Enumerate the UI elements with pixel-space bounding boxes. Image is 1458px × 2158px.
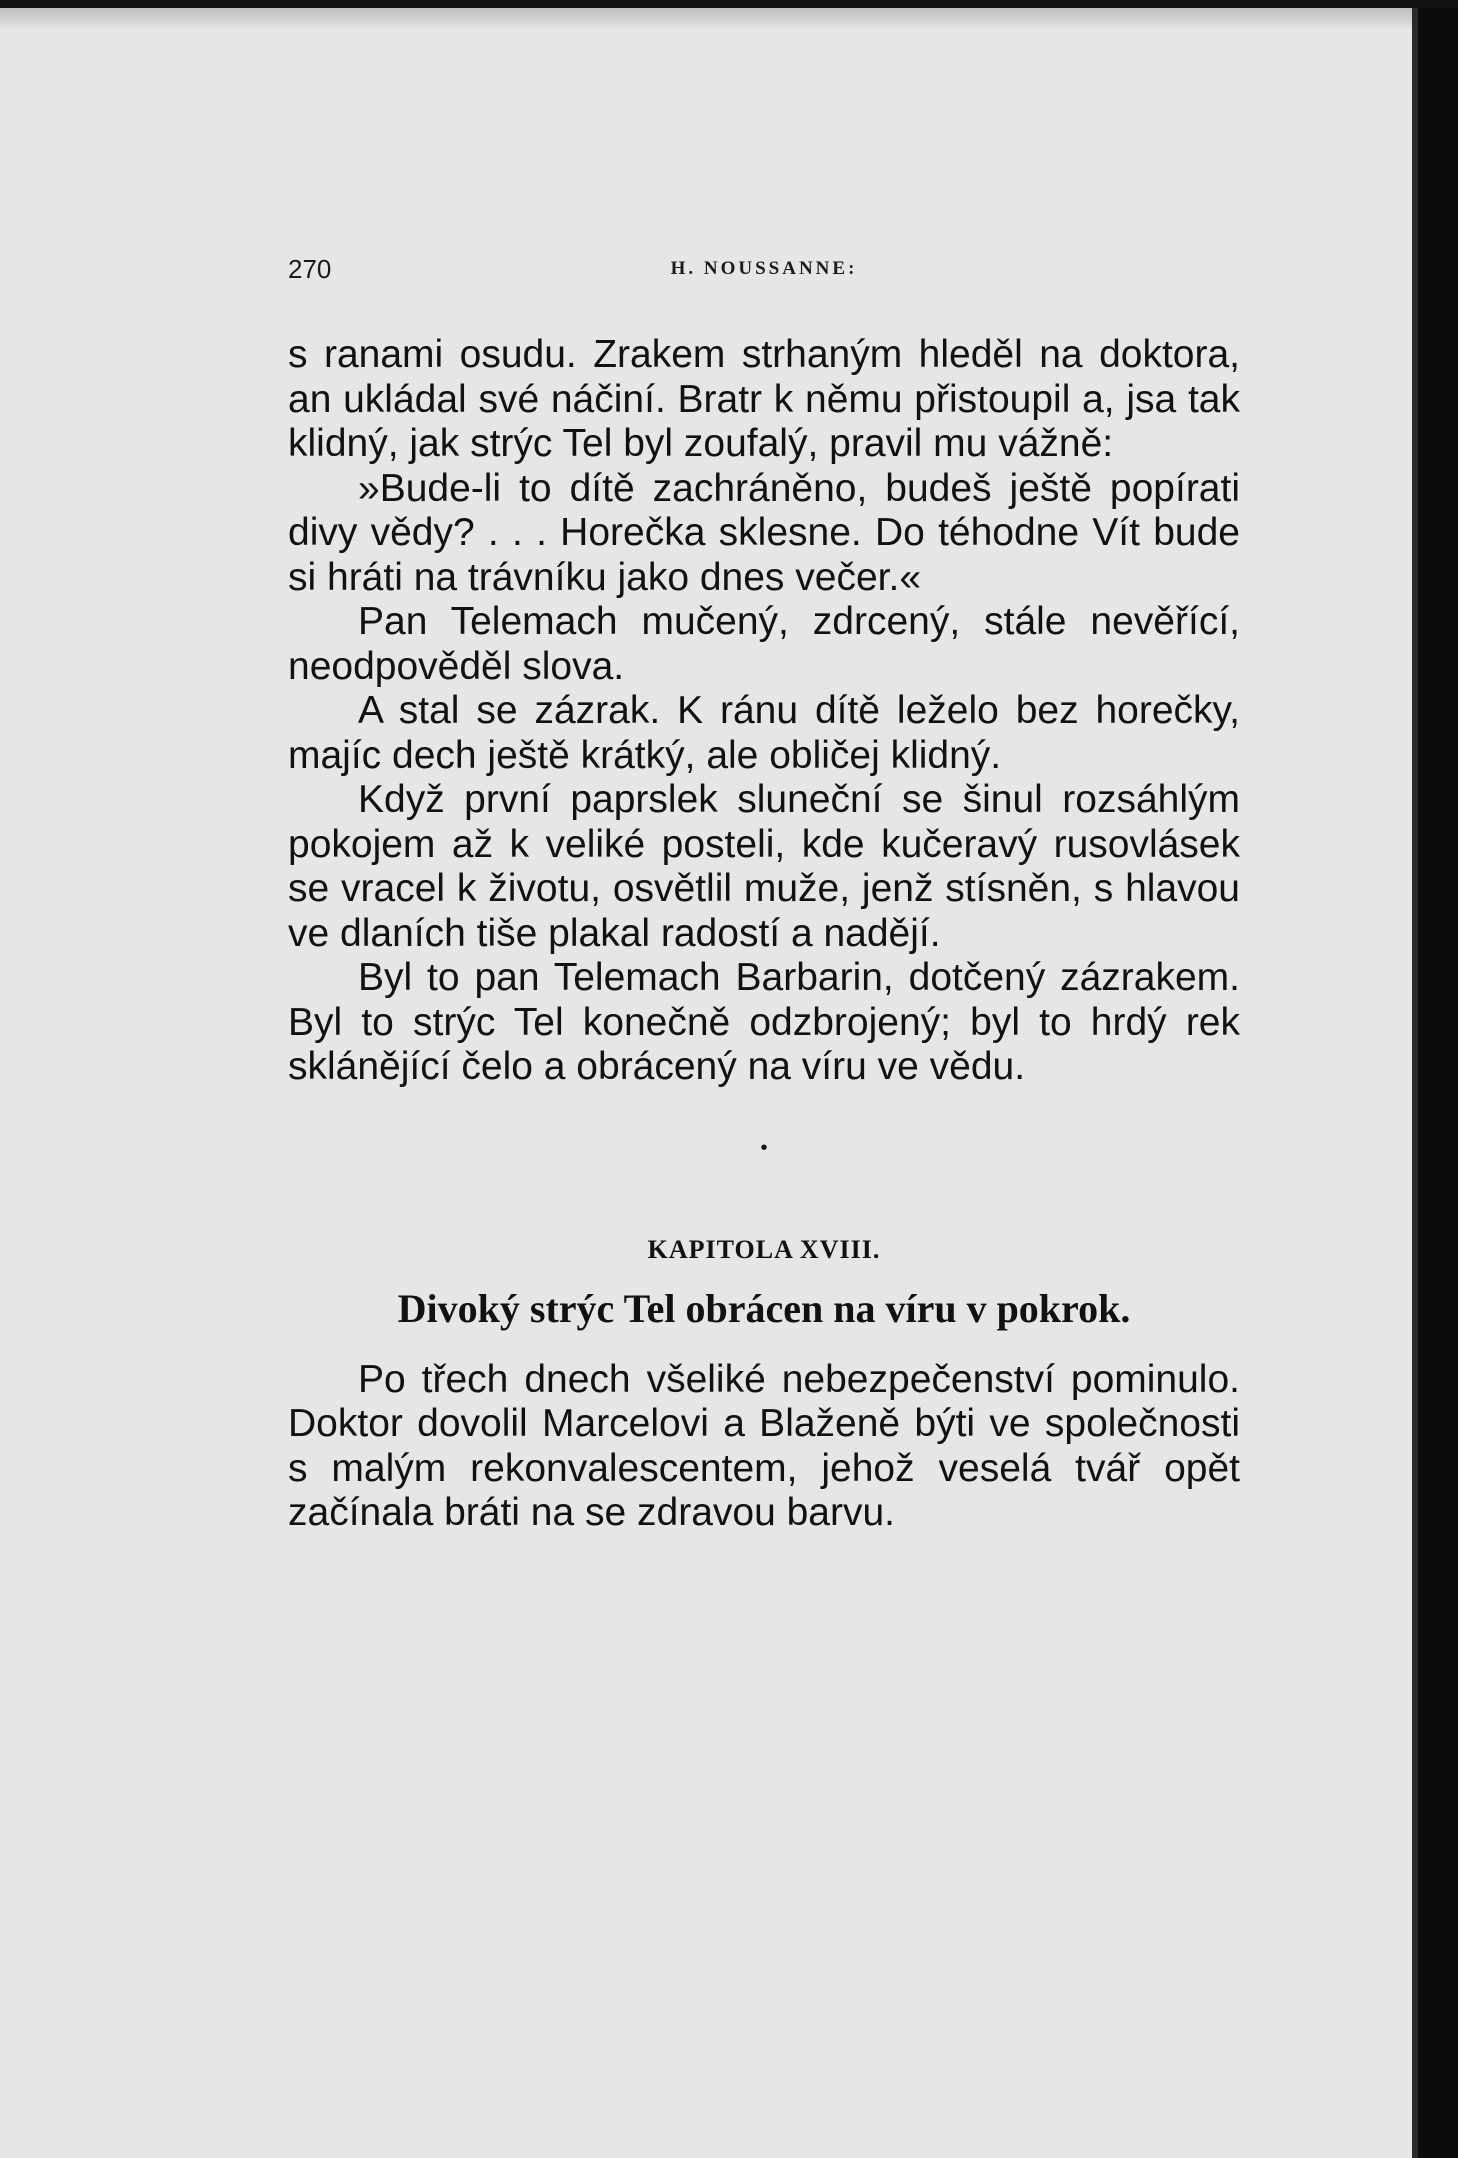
chapter-title: Divoký strýc Tel obrácen na víru v pokrok.	[397, 1285, 1131, 1331]
paragraph: Když první paprslek sluneční se šinul rozsáhlým pokojem až k veliké posteli, kde kučeravý rusovlásek se vracel k životu, osvětlil muže, jenž stísněn, s hlavou ve dlaních tiše plakal radostí a nadějí.	[288, 778, 1240, 955]
page-header	[288, 254, 1240, 284]
book-page	[0, 8, 1418, 2158]
chapter-label: KAPITOLA XVIII.	[647, 1234, 881, 1264]
paragraph: Pan Telemach mučený, zdrcený, stále nevěřící, neodpověděl slova.	[288, 600, 1240, 688]
section-separator: •	[760, 1136, 768, 1159]
paragraph: Po třech dnech všeliké nebezpečenství pominulo. Doktor dovolil Marcelovi a Blaženě býti ve společnosti s malým rekonvalescentem, jehož veselá tvář opět začínala bráti na se zdravou barvu.	[288, 1357, 1240, 1534]
book-spine-edge	[1418, 8, 1458, 2158]
running-head: H. NOUSSANNE:	[670, 258, 858, 279]
page-number: 270	[288, 254, 332, 284]
paragraph: A stal se zázrak. K ránu dítě leželo bez horečky, majíc dech ještě krátký, ale obličej klidný.	[288, 689, 1240, 777]
body-text	[288, 333, 1240, 1536]
paragraph: s ranami osudu. Zrakem strhaným hleděl na doktora, an ukládal své náčiní. Bratr k němu přistoupil a, jsa tak klidný, jak strýc Tel byl zoufalý, pravil mu vážně:	[288, 333, 1240, 465]
paragraph: Byl to pan Telemach Barbarin, dotčený zázrakem. Byl to strýc Tel konečně odzbrojený; byl to hrdý rek sklánějící čelo a obrácený na víru ve vědu.	[288, 956, 1240, 1088]
paragraph: »Bude-li to dítě zachráněno, budeš ještě popírati divy vědy? . . . Horečka sklesne. Do téhodne Vít bude si hráti na trávníku jako dnes večer.«	[288, 466, 1240, 599]
page-top-shadow	[0, 8, 1412, 30]
